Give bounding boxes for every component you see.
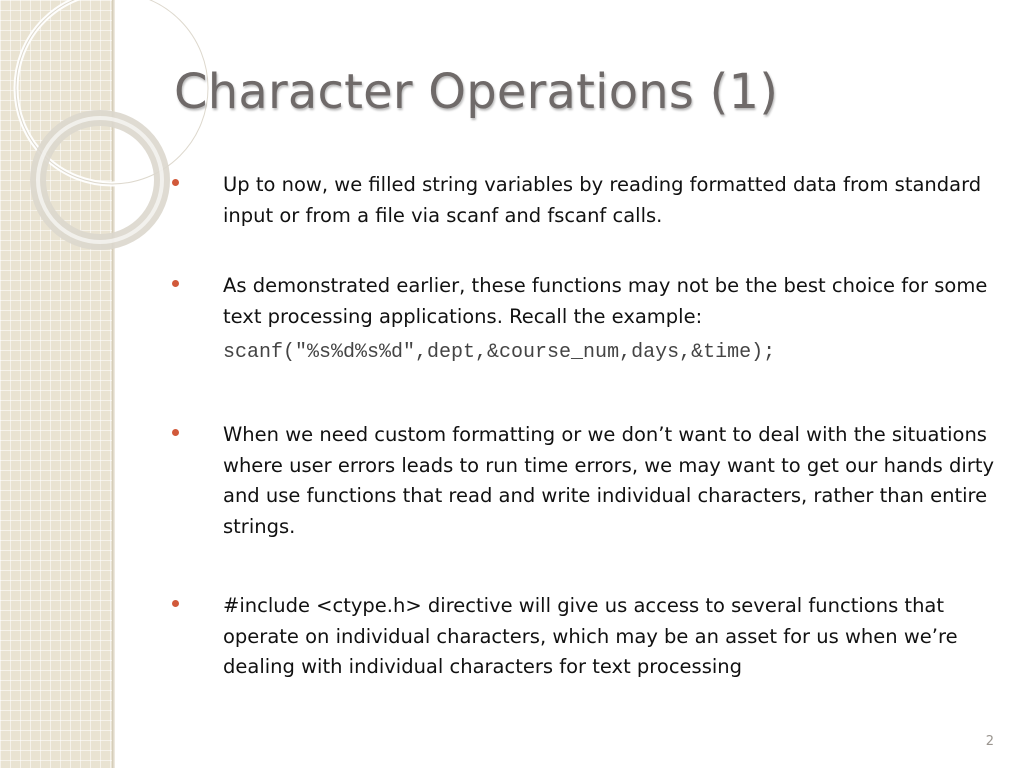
bullet-text: #include <ctype.h> directive will give us access to several functions that operate on individual characters, which may be an asset for us when we’re dealing with individual characters for text processing [223,594,958,678]
bullet-item [172,271,1002,332]
bullet-text: Up to now, we filled string variables by reading formatted data from standard input or from a file via scanf and fscanf calls. [223,173,982,227]
bullet-dot-icon [172,600,179,607]
bullet-text: As demonstrated earlier, these functions may not be the best choice for some text processing applications. Recall the example: [223,274,988,328]
bullet-dot-icon [172,280,179,287]
code-example: scanf("%s%d%s%d",dept,&course_num,days,&time); [223,341,776,364]
bullet-item [172,170,1002,231]
decorative-rings-graphic [0,0,240,300]
bullet-item [172,591,1002,683]
bullet-dot-icon [172,179,179,186]
bullet-item [172,420,1002,542]
bullet-dot-icon [172,429,179,436]
bullet-text: When we need custom formatting or we don’t want to deal with the situations where user errors leads to run time errors, we may want to get our hands dirty and use functions that read and write individual characters, rather than entire strings. [223,423,995,538]
page-number: 2 [985,734,994,749]
slide-title: Character Operations (1) [174,64,779,120]
